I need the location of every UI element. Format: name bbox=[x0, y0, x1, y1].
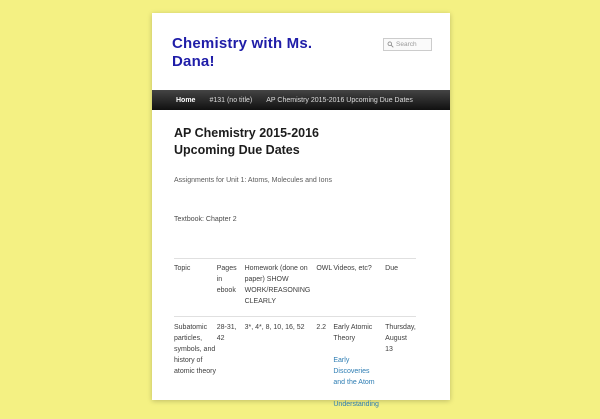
column-header-videos: Videos, etc? bbox=[333, 259, 385, 317]
site-title[interactable]: Chemistry with Ms. Dana! bbox=[172, 35, 322, 71]
cell-due: Thursday, August 13 bbox=[385, 317, 416, 419]
search-input[interactable] bbox=[396, 41, 432, 48]
due-dates-table bbox=[174, 258, 416, 419]
table-row bbox=[174, 317, 416, 419]
nav-item-home[interactable]: Home bbox=[176, 97, 195, 104]
cell-videos bbox=[333, 317, 385, 419]
link-early-discoveries-and-the-atom[interactable]: Early Discoveries and the Atom bbox=[333, 357, 374, 386]
cell-pages: 28-31, 42 bbox=[217, 317, 245, 419]
due-dates-table-header bbox=[174, 259, 416, 317]
article-title: AP Chemistry 2015-2016 Upcoming Due Dates bbox=[174, 125, 352, 159]
nav-bar bbox=[152, 90, 450, 110]
nav-item-131-no-title[interactable]: #131 (no title) bbox=[209, 97, 252, 104]
search-icon bbox=[387, 41, 394, 48]
column-header-pages: Pages in ebook bbox=[217, 259, 245, 317]
column-header-owl: OWL bbox=[316, 259, 333, 317]
cell-topic: Subatomic particles, symbols, and history of atomic theory bbox=[174, 317, 217, 419]
column-header-homework: Homework (done on paper) SHOW WORK/REASONING CLEARLY bbox=[245, 259, 317, 317]
content-box bbox=[152, 13, 450, 400]
videos-text: Early Atomic Theory bbox=[333, 322, 385, 344]
article-textbook: Textbook: Chapter 2 bbox=[174, 216, 237, 223]
column-header-topic: Topic bbox=[174, 259, 217, 317]
link-understanding[interactable]: Understanding bbox=[333, 401, 379, 408]
column-header-due: Due bbox=[385, 259, 416, 317]
article-intro: Assignments for Unit 1: Atoms, Molecules and Ions bbox=[174, 177, 332, 184]
cell-homework: 3*, 4*, 8, 10, 16, 52 bbox=[245, 317, 317, 419]
nav-item-ap-chemistry-due-dates[interactable]: AP Chemistry 2015-2016 Upcoming Due Dates bbox=[266, 97, 413, 104]
cell-owl: 2.2 bbox=[316, 317, 333, 419]
search-box[interactable] bbox=[383, 38, 432, 51]
